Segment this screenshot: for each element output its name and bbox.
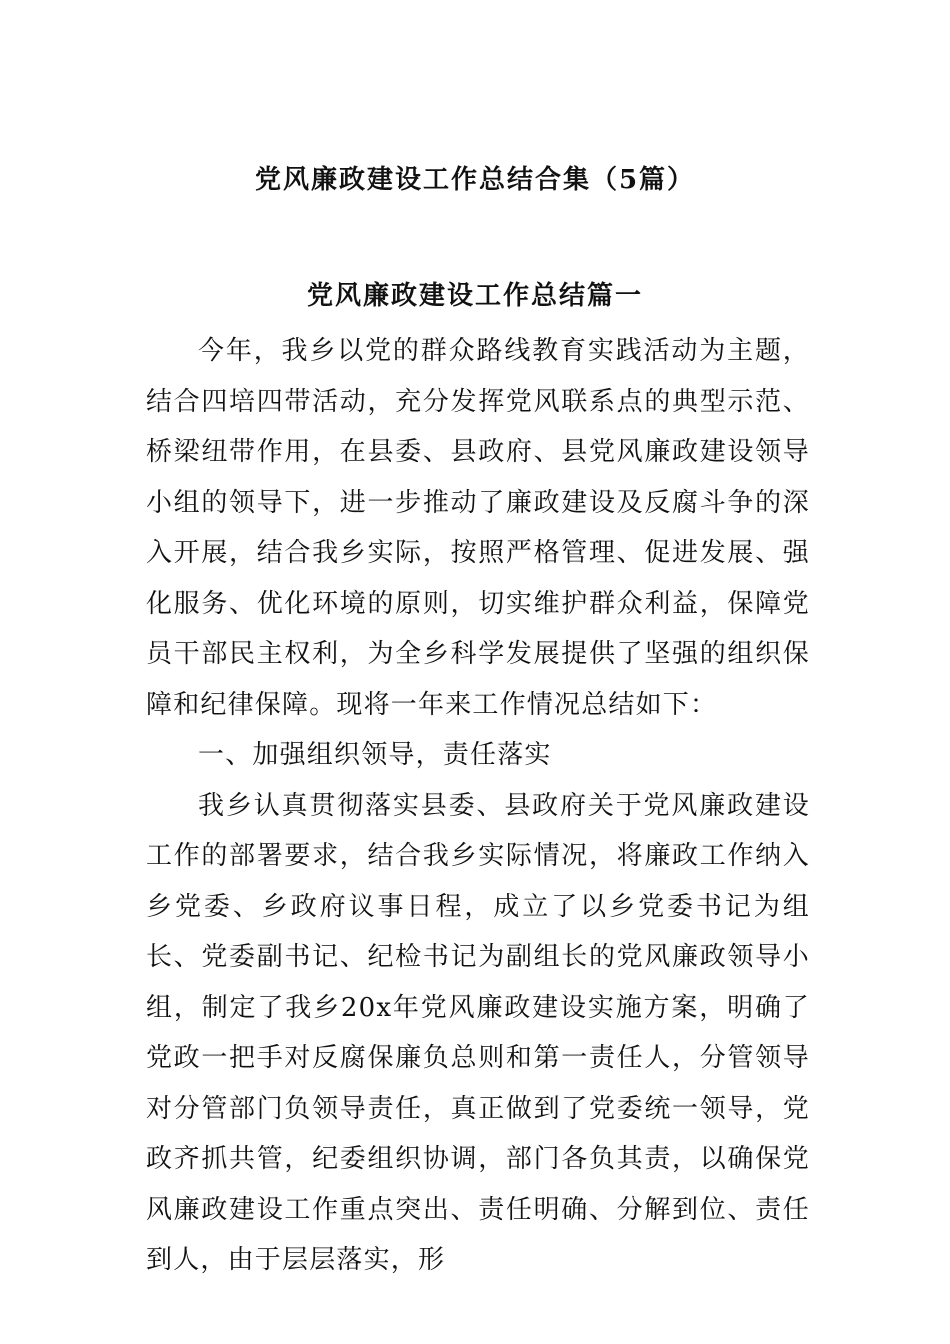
paragraph-intro: 今年，我乡以党的群众路线教育实践活动为主题，结合四培四带活动，充分发挥党风联系点的典型示范、桥梁纽带作用，在县委、县政府、县党风廉政建设领导小组的领导下，进一步推动了廉政建设及反腐斗争的深入开展，结合我乡实际，按照严格管理、促进发展、强化服务、优化环境的原则，切实维护群众利益，保障党员干部民主权利，为全乡科学发展提供了坚强的组织保障和纪律保障。现将一年来工作情况总结如下： [146, 336, 810, 720]
section-title: 党风廉政建设工作总结篇一 [306, 281, 643, 311]
paragraph-heading-one: 一、加强组织领导，责任落实 [198, 740, 552, 770]
document-body [146, 326, 810, 1286]
paragraph-organization: 我乡认真贯彻落实县委、县政府关于党风廉政建设工作的部署要求，结合我乡实际情况，将廉政工作纳入乡党委、乡政府议事日程，成立了以乡党委书记为组长、党委副书记、纪检书记为副组长的党风廉政领导小组，制定了我乡20x年党风廉政建设实施方案，明确了党政一把手对反腐保廉负总则和第一责任人，分管领导对分管部门负领导责任，真正做到了党委统一领导，党政齐抓共管，纪委组织协调，部门各负其责，以确保党风廉政建设工作重点突出、责任明确、分解到位、责任到人，由于层层落实，形 [146, 790, 810, 1275]
document-title: 党风廉政建设工作总结合集（5篇） [254, 165, 696, 195]
